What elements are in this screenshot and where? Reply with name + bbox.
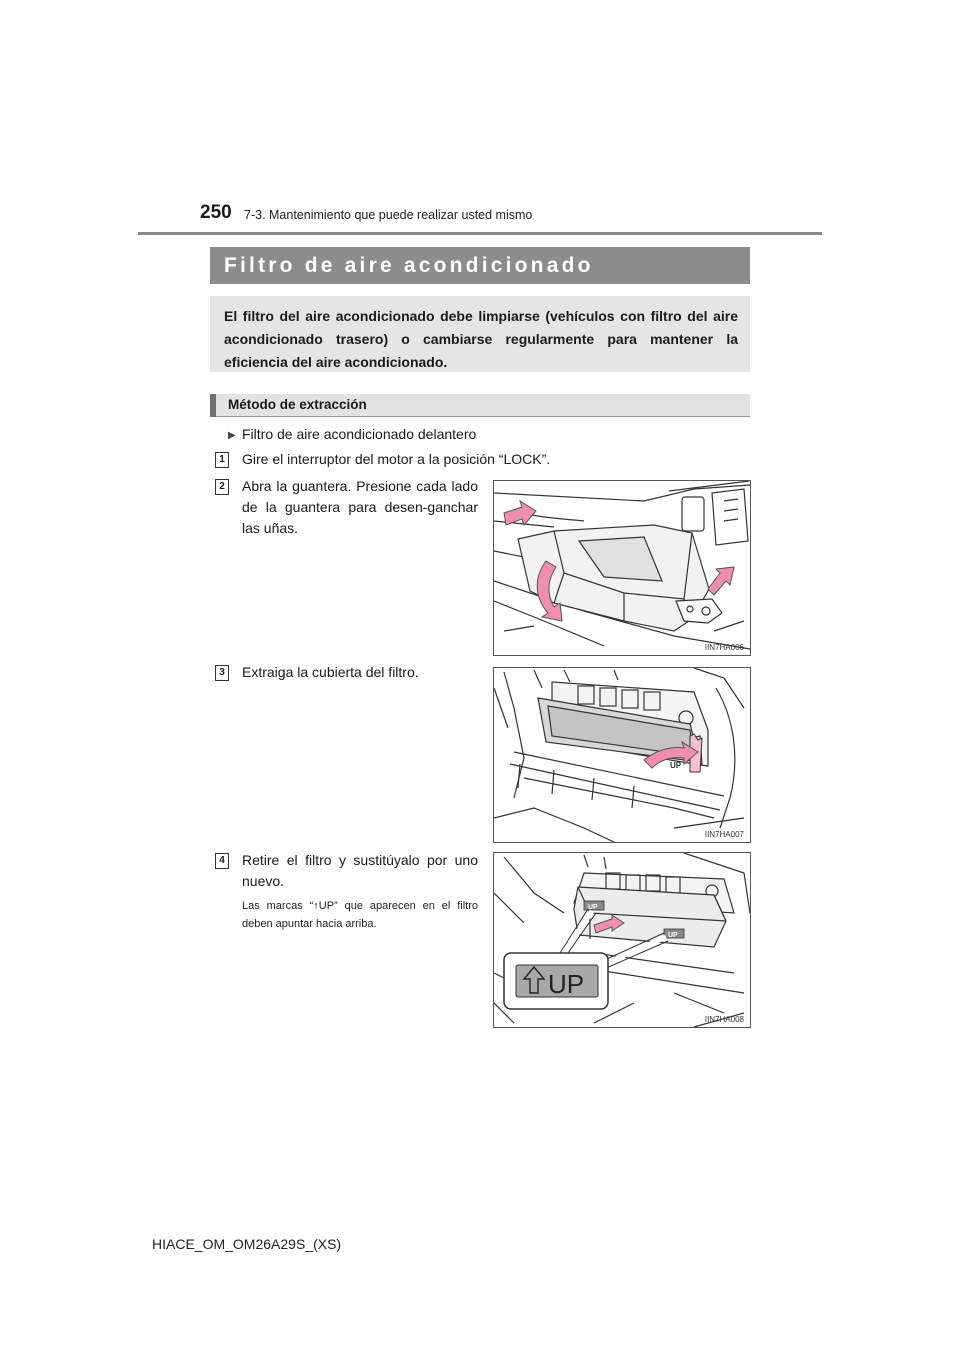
figure-code: IIN7HA006	[704, 643, 744, 652]
step-text-3: Extraiga la cubierta del filtro.	[242, 664, 419, 680]
step-text-1: Gire el interruptor del motor a la posición “LOCK”.	[242, 451, 551, 467]
figure-code: IIN7HA007	[704, 830, 744, 839]
step-badge-1: 1	[215, 452, 229, 468]
subheading-accent	[210, 394, 216, 417]
page-number: 250	[200, 202, 232, 223]
up-mark-label: UP	[548, 969, 585, 999]
intro-box	[210, 296, 750, 372]
filter-up-mark-right: UP	[668, 932, 678, 939]
step-text-4: Retire el filtro y sustitúyalo por uno nuevo.	[242, 852, 478, 889]
figure-code: IIN7HA008	[704, 1015, 744, 1024]
step-badge-2: 2	[215, 479, 229, 495]
filter-cover-illustration	[494, 668, 750, 842]
footer-document-code: HIACE_OM_OM26A29S_(XS)	[152, 1236, 342, 1252]
filter-up-label: UP	[670, 761, 682, 770]
triangle-right-icon: ▶	[228, 430, 236, 441]
filter-replacement-illustration	[494, 853, 750, 1027]
bullet-text: Filtro de aire acondicionado delantero	[242, 426, 477, 442]
figure-filter-replacement	[493, 852, 751, 1028]
step-badge-4: 4	[215, 853, 229, 869]
figure-glovebox	[493, 480, 751, 656]
section-title: Filtro de aire acondicionado	[224, 254, 594, 277]
intro-text: El filtro del aire acondicionado debe limpiarse (vehículos con filtro del aire acondicionado trasero) o cambiarse regularmente para mantener la eficiencia del aire acondicionado.	[224, 308, 738, 370]
header-divider	[138, 232, 822, 235]
section-title-bar	[210, 247, 750, 284]
step-text-2: Abra la guantera. Presione cada lado de la guantera para desen-ganchar las uñas.	[242, 478, 478, 536]
subheading: Método de extracción	[228, 397, 367, 412]
subheading-bar	[210, 394, 750, 417]
figure-filter-cover	[493, 667, 751, 843]
filter-up-mark-left: UP	[588, 904, 598, 911]
section-reference: 7-3. Mantenimiento que puede realizar usted mismo	[244, 208, 533, 222]
glovebox-illustration	[494, 481, 750, 655]
step-note-4: Las marcas “↑UP” que aparecen en el filtro deben apuntar hacia arriba.	[242, 900, 478, 930]
step-badge-3: 3	[215, 665, 229, 681]
